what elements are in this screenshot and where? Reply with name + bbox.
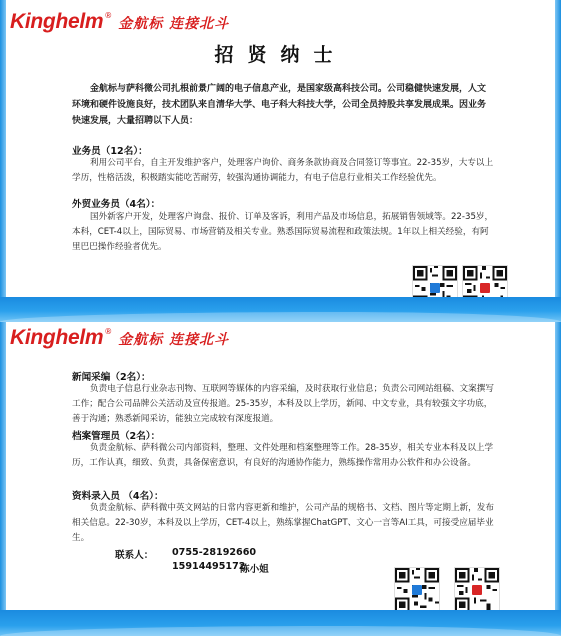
contact-phone: 0755-28192660: [172, 547, 257, 558]
company-intro: 金航标与萨科微公司扎根前景广阔的电子信息产业，是国家级高科技公司。公司稳健快速发展，人文环境和硬件设施良好，技术团队来自清华大学、电子科大科技大学，公司全员持股共享发展成果。因业务快速发展，大量招聘以下人员：: [72, 84, 487, 126]
bottom-blue-band: [0, 610, 561, 636]
band-wave-decoration: [0, 312, 561, 322]
job-desc-data-entry: 负责金航标、萨科微中英文网站的日常内容更新和维护，公司产品的规格书、文档、图片等定期上新，发布相关信息。22-30岁，本科及以上学历，CET-4以上，熟练掌握ChatGPT、文心一言等AI工具，可接受应届毕业生。: [72, 503, 494, 543]
job-desc-foreign-trade: 国外新客户开发，处理客户询盘、报价、订单及客诉，利用产品及市场信息，拓展销售领域等。22-35岁，本科，CET-4以上，国际贸易、市场营销及相关专业。熟悉国际贸易流程和政策法规。1年以上相关经验，有阿里巴巴操作经验者优先。: [72, 212, 494, 252]
job-desc-news-editor: 负责电子信息行业杂志刊物、互联网等媒体的内容采编，及时获取行业信息；负责公司网站组稿、文案撰写工作；配合公司品牌公关活动及宣传报道。25-35岁，本科及以上学历，新闻、中文专业，具有较强文字功底，善于沟通；熟悉新闻采访，能独立完成较有深度报道。: [72, 384, 494, 424]
contact-name: 陈小姐: [240, 564, 269, 575]
brand-name: Kinghelm: [10, 10, 104, 33]
qr-code-icon: [454, 567, 500, 613]
job-desc-archivist: 负责金航标、萨科微公司内部资料，整理、文件处理和档案整理等工作。28-35岁，相关专业本科及以上学历，工作认真，细致、负责，具备保密意识，有良好的沟通协作能力，熟练操作常用办公软件和办公设备。: [72, 443, 494, 468]
job-heading-archivist: 档案管理员（2名）：: [72, 431, 161, 442]
contact-label: 联系人：: [115, 550, 154, 561]
brand-logo: [10, 327, 229, 348]
page-title: 招贤纳士: [214, 44, 347, 66]
job-heading-data-entry: 资料录入员 （4名）：: [72, 491, 164, 502]
registered-mark: ®: [104, 327, 113, 336]
job-heading-sales: 业务员（12名）：: [72, 146, 148, 157]
job-heading-foreign-trade: 外贸业务员（4名）：: [72, 199, 161, 210]
brand-name: Kinghelm: [10, 326, 104, 349]
contact-mobile: 15914495172: [172, 561, 246, 572]
job-heading-news-editor: 新闻采编（2名）：: [72, 372, 151, 383]
brand-slogan: 金航标 连接北斗: [118, 332, 230, 348]
brand-logo: [10, 11, 229, 32]
qr-code-icon: [394, 567, 440, 613]
band-wave-decoration: [0, 626, 561, 636]
registered-mark: ®: [104, 11, 113, 20]
card-divider-band: [0, 297, 561, 322]
job-desc-sales: 利用公司平台，自主开发维护客户，处理客户询价、商务条款协商及合同签订等事宜。22-35岁，大专以上学历，性格活泼，积极踏实能吃苦耐劳，较强沟通协调能力，有电子信息行业相关工作经验优先。: [72, 158, 494, 183]
brand-slogan: 金航标 连接北斗: [118, 16, 230, 32]
